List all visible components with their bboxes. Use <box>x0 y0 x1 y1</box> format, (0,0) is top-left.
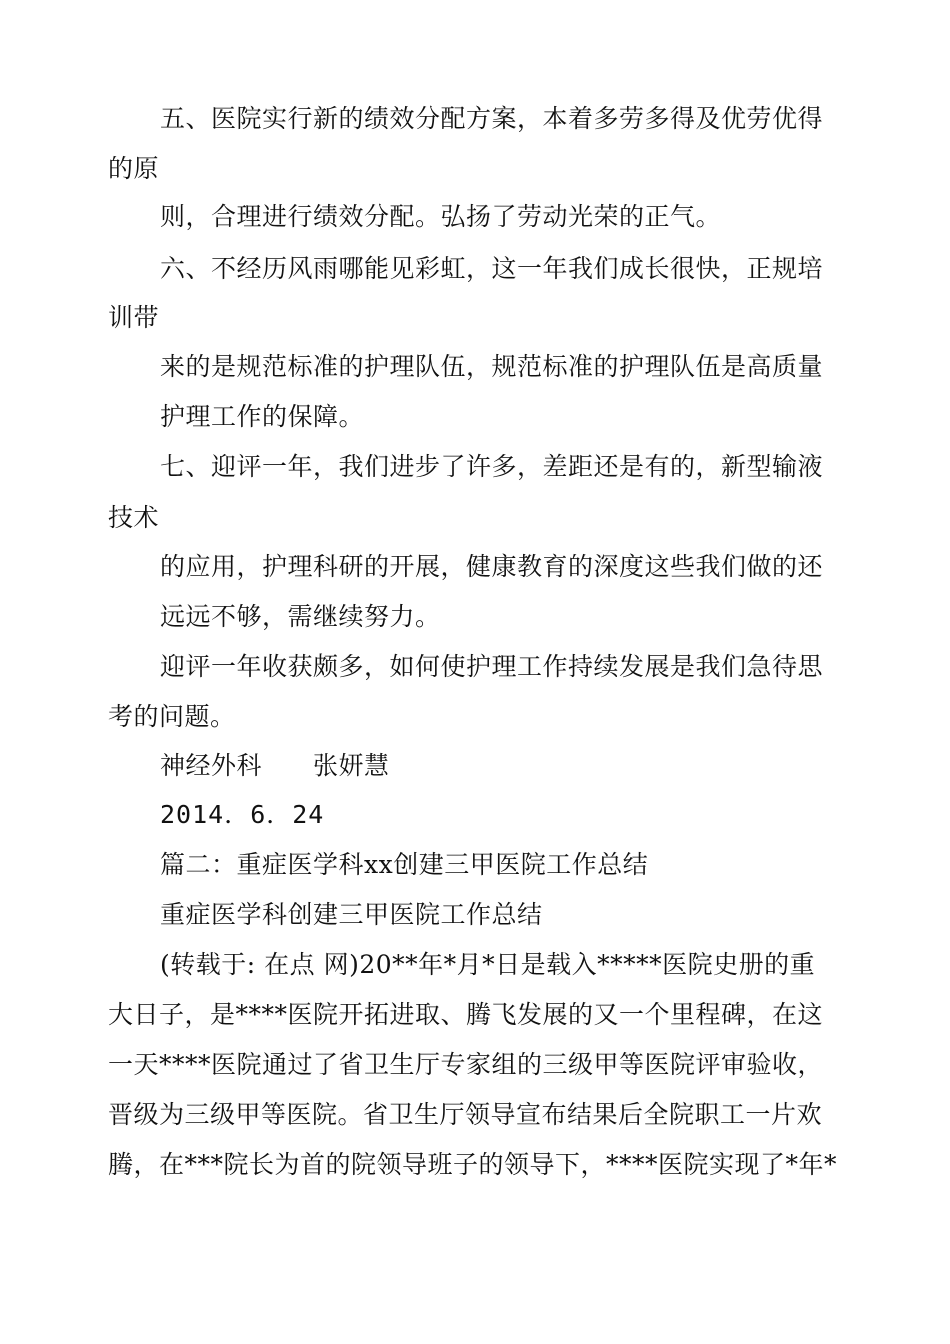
paragraph-line: 的原 <box>108 154 160 183</box>
paragraph-line: 远远不够，需继续努力。 <box>160 602 441 631</box>
section-heading: 篇二：重症医学科xx创建三甲医院工作总结 <box>160 850 649 879</box>
paragraph-line: 来的是规范标准的护理队伍，规范标准的护理队伍是高质量 <box>160 352 824 381</box>
paragraph-line: (转载于: 在点 网)20**年*月*日是载入*****医院史册的重 <box>160 950 816 979</box>
paragraph-line: 六、不经历风雨哪能见彩虹，这一年我们成长很快，正规培 <box>160 254 824 283</box>
paragraph-line: 七、迎评一年，我们进步了许多，差距还是有的，新型输液 <box>160 452 824 481</box>
signature-line: 神经外科 张妍慧 <box>160 751 390 780</box>
paragraph-line: 晋级为三级甲等医院。省卫生厅领导宣布结果后全院职工一片欢 <box>108 1100 823 1129</box>
paragraph-line: 的应用，护理科研的开展，健康教育的深度这些我们做的还 <box>160 552 824 581</box>
paragraph-line: 护理工作的保障。 <box>160 402 365 431</box>
paragraph-line: 腾，在***院长为首的院领导班子的领导下，****医院实现了*年* <box>108 1150 838 1179</box>
paragraph-line: 则，合理进行绩效分配。弘扬了劳动光荣的正气。 <box>160 202 722 231</box>
date-line: 2014．6．24 <box>160 800 325 829</box>
paragraph-line: 一天****医院通过了省卫生厅专家组的三级甲等医院评审验收， <box>108 1050 824 1079</box>
paragraph-line: 考的问题。 <box>108 702 236 731</box>
paragraph-line: 技术 <box>108 503 160 532</box>
paragraph-line: 五、医院实行新的绩效分配方案，本着多劳多得及优劳优得 <box>160 104 824 133</box>
paragraph-line: 大日子，是****医院开拓进取、腾飞发展的又一个里程碑，在这 <box>108 1000 824 1029</box>
section-title: 重症医学科创建三甲医院工作总结 <box>160 900 543 929</box>
paragraph-line: 迎评一年收获颇多，如何使护理工作持续发展是我们急待思 <box>160 652 824 681</box>
paragraph-line: 训带 <box>108 303 160 332</box>
